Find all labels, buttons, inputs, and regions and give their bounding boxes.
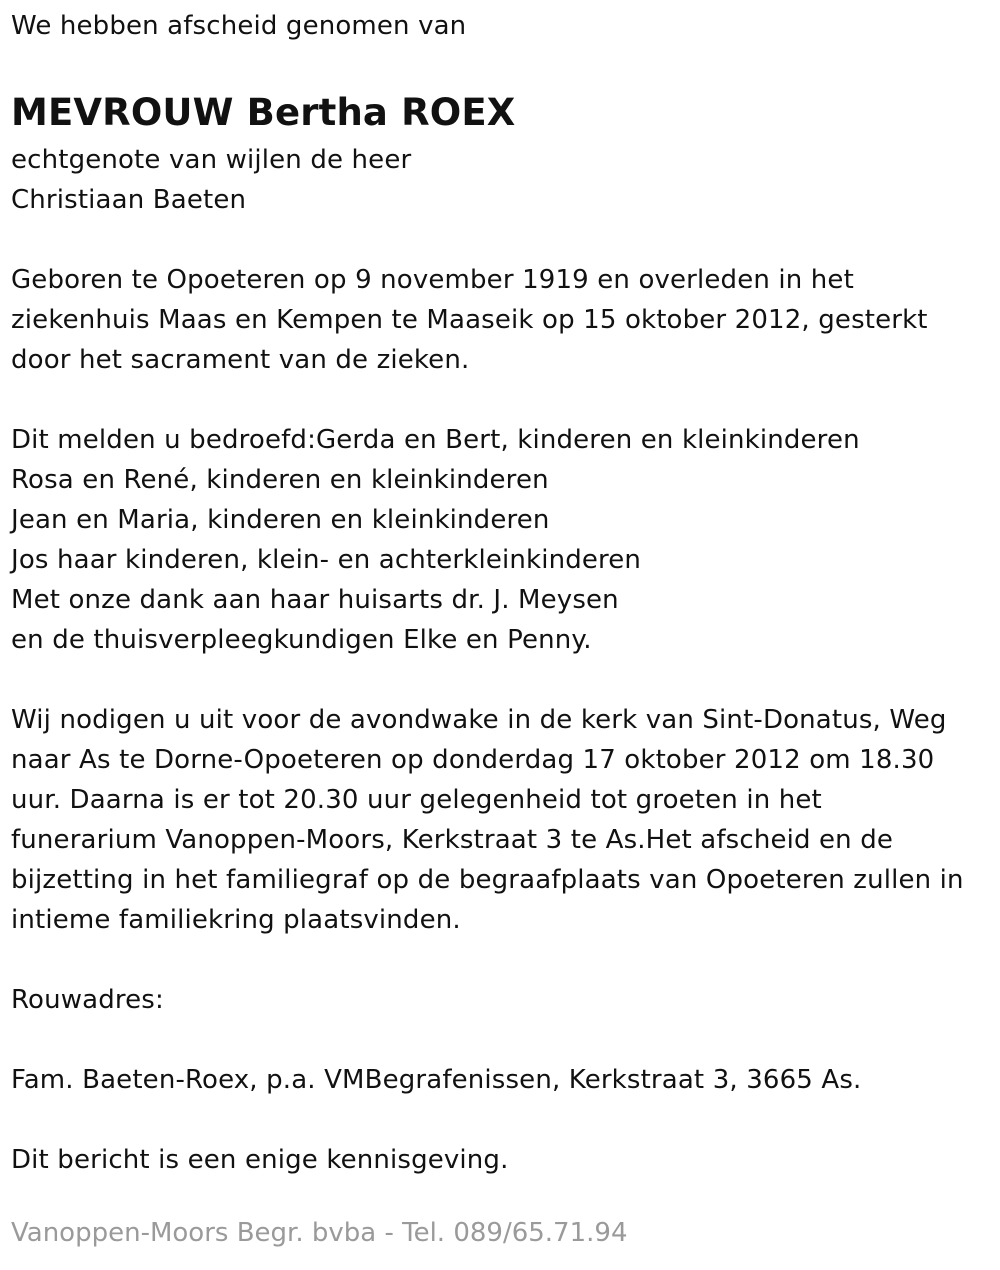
mourners-paragraph: [11, 420, 996, 660]
birth-death-line: Geboren te Opoeteren op 9 november 1919 en overleden in het: [11, 265, 854, 295]
spacer: [11, 940, 996, 980]
spacer: [11, 220, 996, 260]
mourners-line: Met onze dank aan haar huisarts dr. J. Meysen: [11, 585, 619, 615]
mourners-line: en de thuisverpleegkundigen Elke en Penny.: [11, 625, 592, 655]
spacer: [11, 1100, 996, 1140]
funeral-home-footer: Vanoppen-Moors Begr. bvba - Tel. 089/65.71.94: [11, 1218, 628, 1248]
ceremony-paragraph: [11, 700, 996, 940]
mourning-address-label: Rouwadres:: [11, 985, 164, 1015]
spacer: [11, 380, 996, 420]
deceased-name: MEVROUW Bertha ROEX: [11, 91, 516, 134]
intro-text: We hebben afscheid genomen van: [11, 11, 467, 41]
spacer: [11, 660, 996, 700]
ceremony-line: Wij nodigen u uit voor de avondwake in de kerk van Sint-Donatus, Weg: [11, 705, 947, 735]
mourning-address: Fam. Baeten-Roex, p.a. VMBegrafenissen, Kerkstraat 3, 3665 As.: [11, 1065, 862, 1095]
mourners-line: Jos haar kinderen, klein- en achterkleinkinderen: [11, 545, 642, 575]
relation-block: [11, 140, 996, 220]
mourners-line: Dit melden u bedroefd:Gerda en Bert, kinderen en kleinkinderen: [11, 425, 860, 455]
birth-death-line: ziekenhuis Maas en Kempen te Maaseik op 15 oktober 2012, gesterkt: [11, 305, 928, 335]
birth-death-line: door het sacrament van de zieken.: [11, 345, 470, 375]
mourners-line: Rosa en René, kinderen en kleinkinderen: [11, 465, 549, 495]
mourners-line: Jean en Maria, kinderen en kleinkinderen: [11, 505, 550, 535]
ceremony-line: bijzetting in het familiegraf op de begraafplaats van Opoeteren zullen in: [11, 865, 964, 895]
ceremony-line: naar As te Dorne-Opoeteren op donderdag 17 oktober 2012 om 18.30: [11, 745, 935, 775]
ceremony-line: uur. Daarna is er tot 20.30 uur gelegenheid tot groeten in het: [11, 785, 822, 815]
death-notice: [11, 6, 996, 1180]
spacer: [11, 46, 996, 86]
birth-death-paragraph: [11, 260, 996, 380]
ceremony-line: funerarium Vanoppen-Moors, Kerkstraat 3 te As.Het afscheid en de: [11, 825, 894, 855]
relation-line: Christiaan Baeten: [11, 185, 247, 215]
closing-note: Dit bericht is een enige kennisgeving.: [11, 1145, 509, 1175]
spacer: [11, 1020, 996, 1060]
relation-line: echtgenote van wijlen de heer: [11, 145, 412, 175]
ceremony-line: intieme familiekring plaatsvinden.: [11, 905, 461, 935]
